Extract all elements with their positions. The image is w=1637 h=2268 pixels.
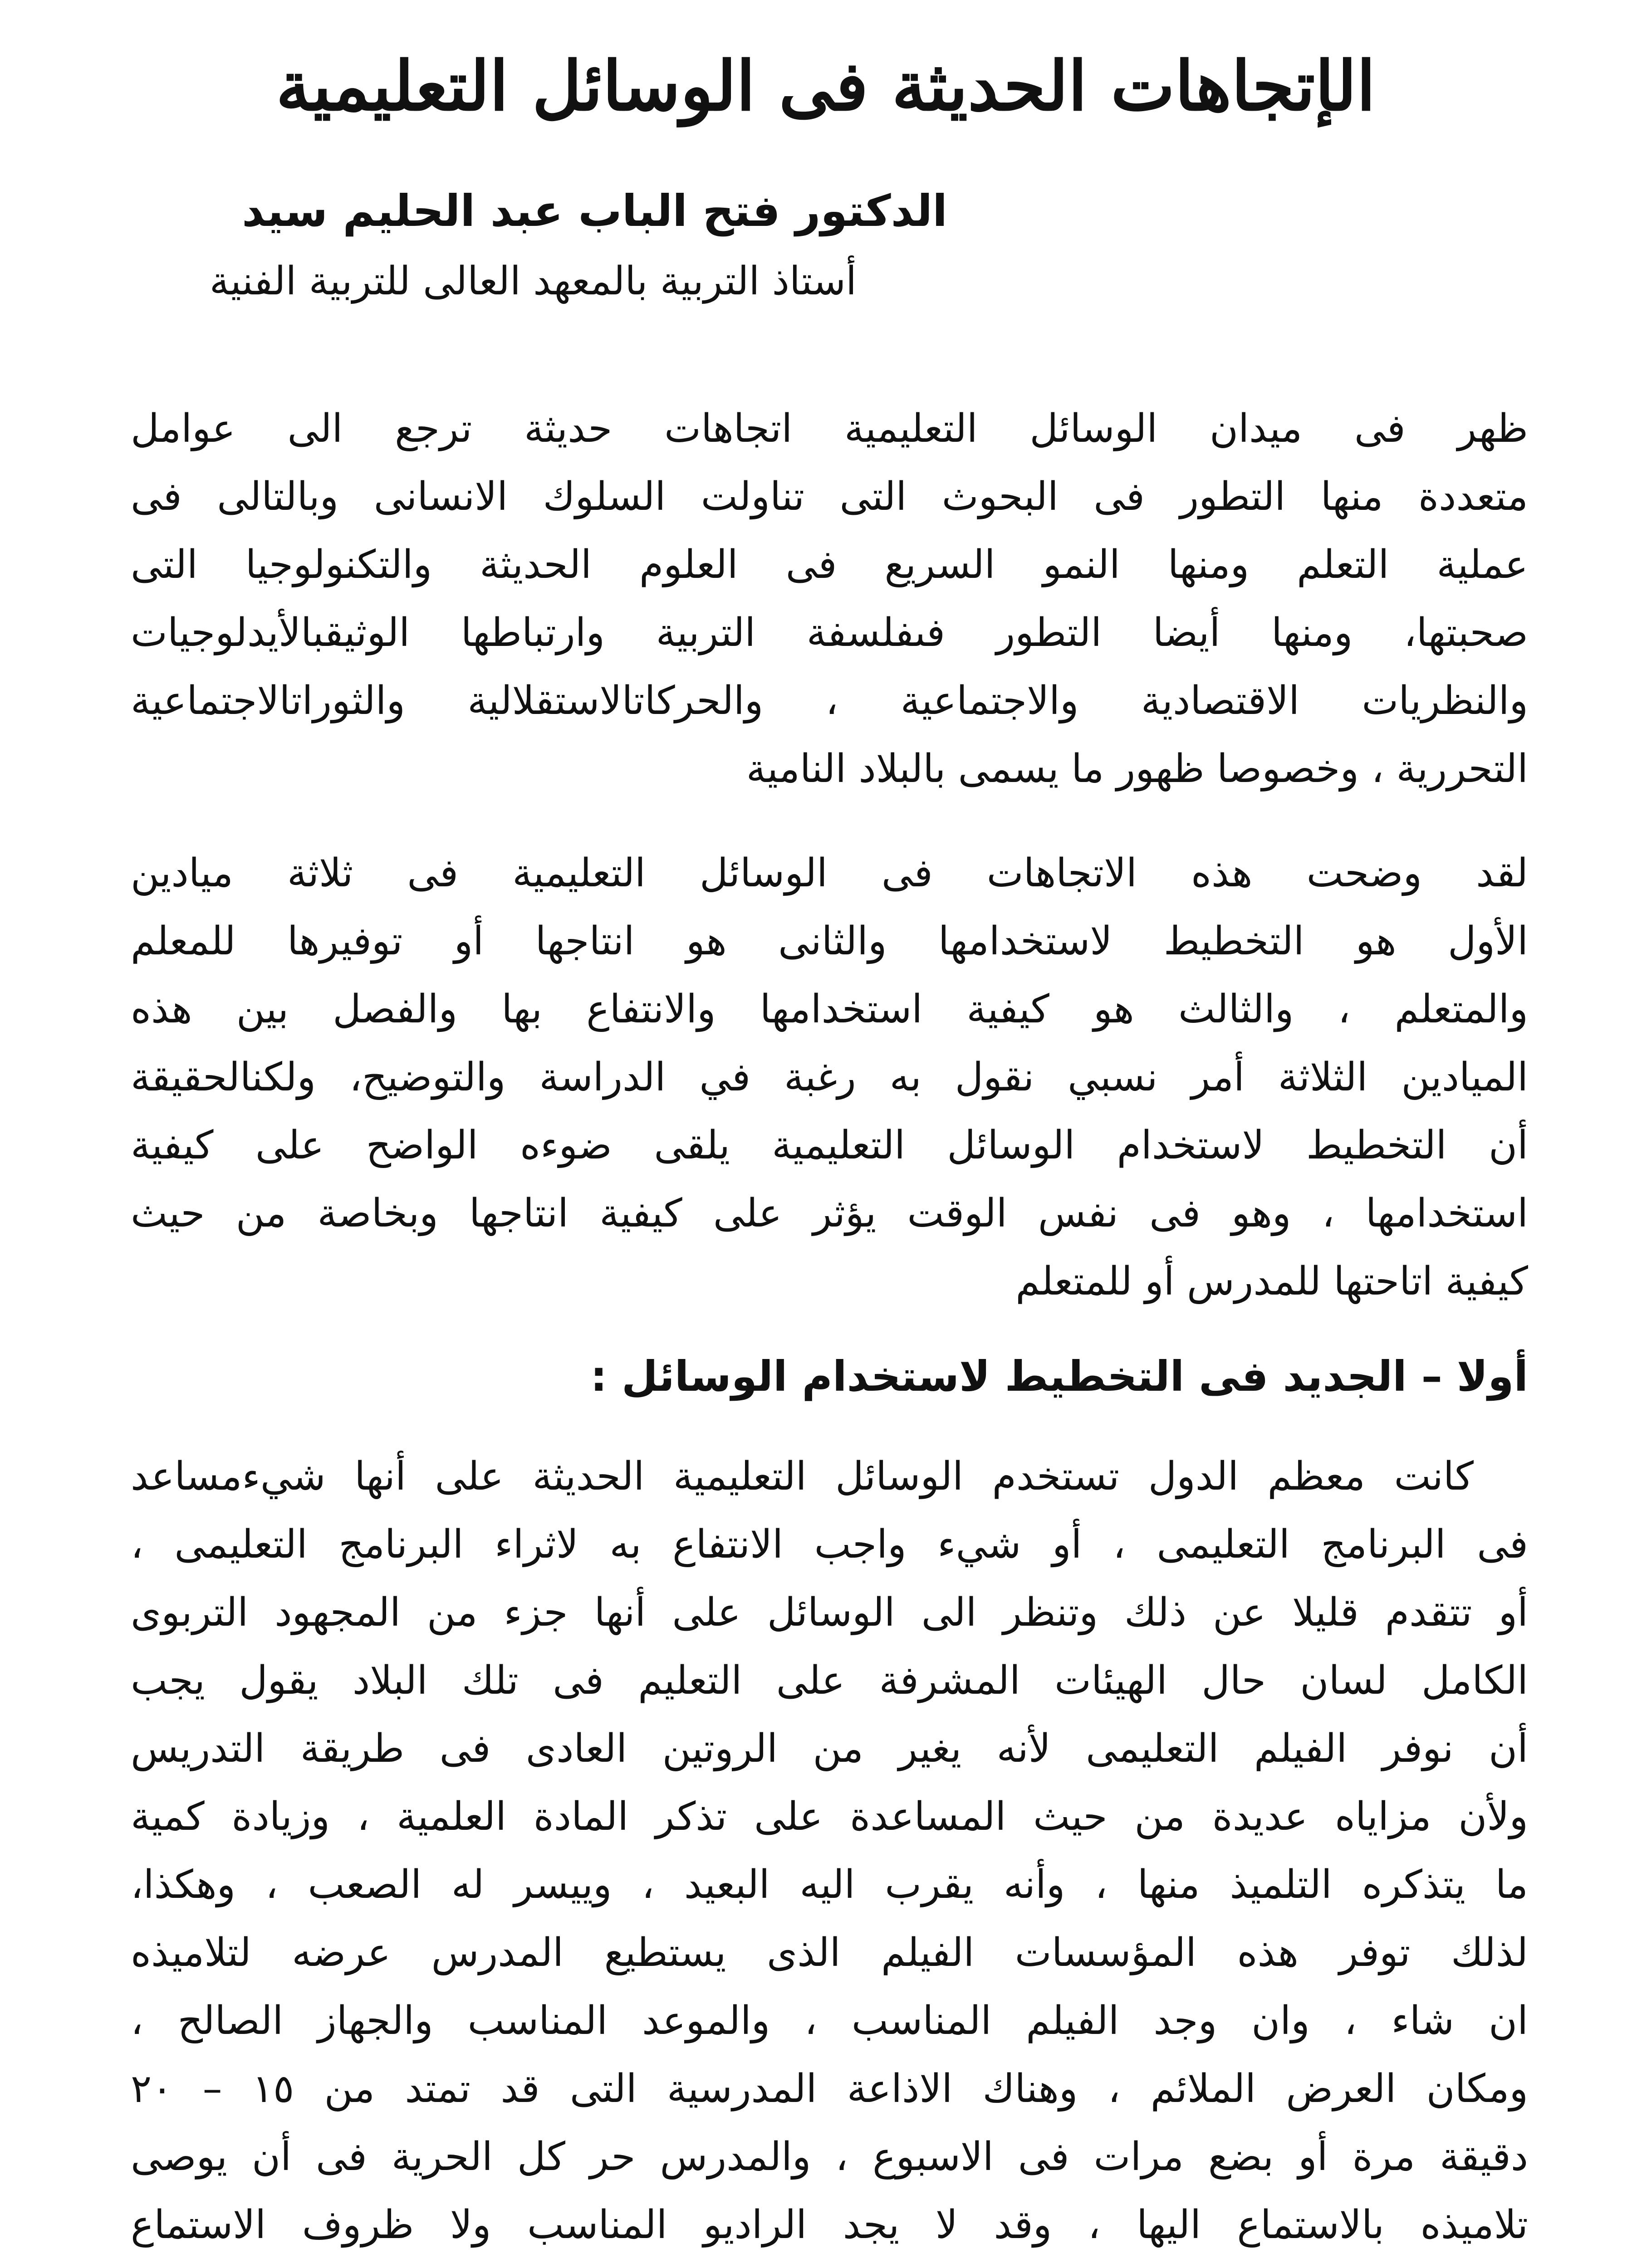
author-affiliation: أستاذ التربية بالمعهد العالى للتربية الفنية — [209, 259, 857, 304]
paragraph-line: والنظريات الاقتصادية والاجتماعية ، والحركاتالاستقلالية والثوراتالاجتماعية — [131, 678, 1528, 723]
paragraph-line: لذلك توفر هذه المؤسسات الفيلم الذى يستطيع المدرس عرضه لتلاميذه — [131, 1930, 1528, 1975]
paragraph-line: أو تتقدم قليلا عن ذلك وتنظر الى الوسائل على أنها جزء من المجهود التربوى — [131, 1590, 1528, 1635]
paragraph-line: أن نوفر الفيلم التعليمى لأنه يغير من الروتين العادى فى طريقة التدريس — [131, 1726, 1528, 1771]
paragraph-line: ومكان العرض الملائم ، وهناك الاذاعة المدرسية التى قد تمتد من ١٥ – ٢٠ — [131, 2066, 1528, 2112]
paragraph-line: تلاميذه بالاستماع اليها ، وقد لا يجد الراديو المناسب ولا ظروف الاستماع — [131, 2202, 1528, 2248]
paragraph-line: الكامل لسان حال الهيئات المشرفة على التعليم فى تلك البلاد يقول يجب — [131, 1658, 1528, 1703]
paragraph-line: استخدامها ، وهو فى نفس الوقت يؤثر على كيفية انتاجها وبخاصة من حيث — [131, 1191, 1528, 1236]
paragraph-line: متعددة منها التطور فى البحوث التى تناولت السلوك الانسانى وبالتالى فى — [131, 474, 1528, 519]
paragraph-introduction — [131, 395, 1528, 803]
paragraph-line: كيفية اتاحتها للمدرس أو للمتعلم — [1015, 1259, 1528, 1304]
paragraph-line: أن التخطيط لاستخدام الوسائل التعليمية يلقى ضوءه الواضح على كيفية — [131, 1123, 1528, 1168]
author-name: الدكتور فتح الباب عبد الحليم سيد — [242, 186, 947, 236]
paragraph-line: ما يتذكره التلميذ منها ، وأنه يقرب اليه البعيد ، وييسر له الصعب ، وهكذا، — [131, 1862, 1528, 1907]
paragraph-line — [131, 2259, 1528, 2268]
paragraph-line: دقيقة مرة أو بضع مرات فى الاسبوع ، والمدرس حر كل الحرية فى أن يوصى — [131, 2134, 1528, 2180]
paragraph-line: ظهر فى ميدان الوسائل التعليمية اتجاهات حديثة ترجع الى عوامل — [131, 406, 1528, 451]
article-title: الإتجاهات الحديثة فى الوسائل التعليمية — [276, 46, 1376, 126]
paragraph-line: التحررية ، وخصوصا ظهور ما يسمى بالبلاد النامية — [746, 746, 1528, 792]
paragraph-line: صحبتها، ومنها أيضا التطور فىفلسفة التربية وارتباطها الوثيقبالأيدلوجيات — [131, 610, 1528, 655]
section-heading: أولا – الجديد فى التخطيط لاستخدام الوسائل : — [590, 1352, 1528, 1401]
paragraph-line: ولأن مزاياه عديدة من حيث المساعدة على تذكر المادة العلمية ، وزيادة كمية — [131, 1794, 1528, 1839]
paragraph-planning — [131, 1442, 1528, 2268]
paragraph-line: لقد وضحت هذه الاتجاهات فى الوسائل التعليمية فى ثلاثة ميادين — [131, 850, 1528, 896]
paragraph-three-fields — [131, 839, 1528, 1315]
paragraph-line: فى البرنامج التعليمى ، أو شيء واجب الانتفاع به لاثراء البرنامج التعليمى ، — [131, 1522, 1528, 1567]
paragraph-line: عملية التعلم ومنها النمو السريع فى العلوم الحديثة والتكنولوجيا التى — [131, 542, 1528, 587]
paragraph-line: ان شاء ، وان وجد الفيلم المناسب ، والموعد المناسب والجهاز الصالح ، — [131, 1998, 1528, 2043]
paragraph-line: والمتعلم ، والثالث هو كيفية استخدامها والانتفاع بها والفصل بين هذه — [131, 987, 1528, 1032]
paragraph-line: الميادين الثلاثة أمر نسبي نقول به رغبة في الدراسة والتوضيح، ولكنالحقيقة — [131, 1055, 1528, 1100]
paragraph-line: كانت معظم الدول تستخدم الوسائل التعليمية الحديثة على أنها شيءمساعد — [131, 1454, 1474, 1499]
paragraph-line: الأول هو التخطيط لاستخدامها والثانى هو انتاجها أو توفيرها للمعلم — [131, 919, 1528, 964]
